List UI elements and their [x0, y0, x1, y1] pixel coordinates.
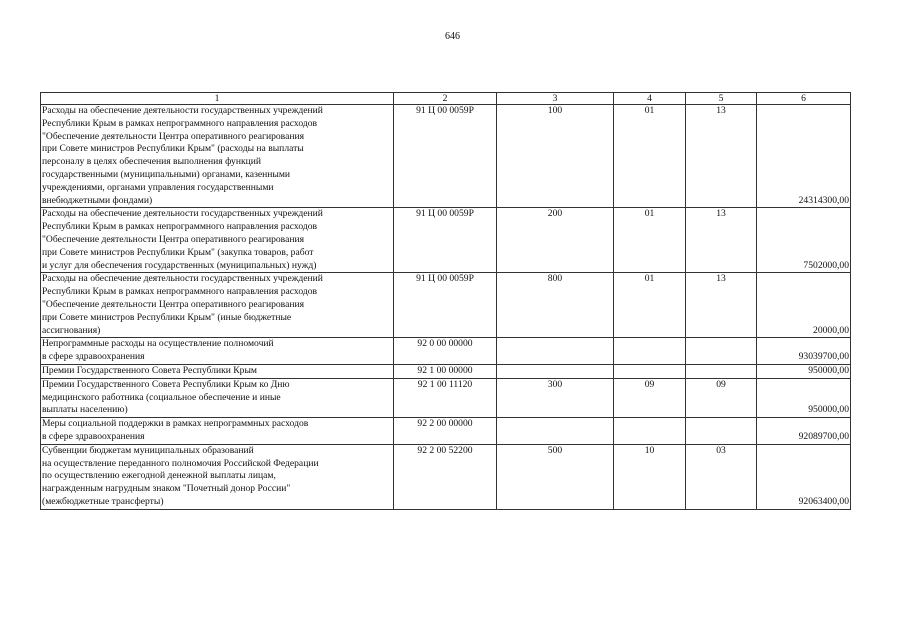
row-rz	[614, 418, 686, 445]
row-pr	[686, 418, 757, 445]
row-amount: 950000,00	[757, 364, 851, 378]
row-vr	[497, 364, 614, 378]
row-pr	[686, 338, 757, 365]
table-row	[41, 338, 851, 365]
row-rz: 01	[614, 105, 686, 208]
row-amount: 24314300,00	[757, 105, 851, 208]
row-vr	[497, 338, 614, 365]
table-row	[41, 378, 851, 417]
row-rz	[614, 338, 686, 365]
row-vr: 800	[497, 273, 614, 338]
budget-table	[40, 92, 851, 510]
header-cell: 1	[41, 93, 394, 105]
header-cell: 2	[394, 93, 497, 105]
table-row	[41, 418, 851, 445]
row-description: Расходы на обеспечение деятельности государственных учреждений Республики Крым в рамках непрограммного направления расходов "Обеспечение деятельности Центра оперативного реагирования при Совете министров Республики Крым" (закупка товаров, работ и услуг для обеспечения государственных (муниципальных) нужд)	[41, 208, 394, 273]
table-row	[41, 208, 851, 273]
header-cell: 4	[614, 93, 686, 105]
row-amount: 92089700,00	[757, 418, 851, 445]
row-code: 92 0 00 00000	[394, 338, 497, 365]
row-code: 91 Ц 00 0059Р	[394, 273, 497, 338]
page-number: 646	[445, 31, 460, 42]
header-cell: 6	[757, 93, 851, 105]
row-pr: 03	[686, 444, 757, 509]
row-description: Расходы на обеспечение деятельности государственных учреждений Республики Крым в рамках непрограммного направления расходов "Обеспечение деятельности Центра оперативного реагирования при Совете министров Республики Крым" (расходы на выплаты персоналу в целях обеспечения выполнения функций государственными (муниципальными) органами, казенными учреждениями, органами управления государственными внебюджетными фондами)	[41, 105, 394, 208]
row-amount: 92063400,00	[757, 444, 851, 509]
row-rz	[614, 364, 686, 378]
row-vr: 200	[497, 208, 614, 273]
row-description: Расходы на обеспечение деятельности государственных учреждений Республики Крым в рамках непрограммного направления расходов "Обеспечение деятельности Центра оперативного реагирования при Совете министров Республики Крым" (иные бюджетные ассигнования)	[41, 273, 394, 338]
row-amount: 93039700,00	[757, 338, 851, 365]
row-code: 92 1 00 11120	[394, 378, 497, 417]
row-description: Меры социальной поддержки в рамках непрограммных расходов в сфере здравоохранения	[41, 418, 394, 445]
header-cell: 3	[497, 93, 614, 105]
row-code: 91 Ц 00 0059Р	[394, 105, 497, 208]
row-code: 92 1 00 00000	[394, 364, 497, 378]
row-description: Премии Государственного Совета Республики Крым ко Дню медицинского работника (социальное обеспечение и иные выплаты населению)	[41, 378, 394, 417]
row-description: Премии Государственного Совета Республики Крым	[41, 364, 394, 378]
row-vr: 100	[497, 105, 614, 208]
row-pr: 09	[686, 378, 757, 417]
row-vr	[497, 418, 614, 445]
row-code: 92 2 00 00000	[394, 418, 497, 445]
row-rz: 01	[614, 208, 686, 273]
header-cell: 5	[686, 93, 757, 105]
row-rz: 01	[614, 273, 686, 338]
row-pr	[686, 364, 757, 378]
row-code: 92 2 00 52200	[394, 444, 497, 509]
row-vr: 500	[497, 444, 614, 509]
row-amount: 7502000,00	[757, 208, 851, 273]
row-rz: 09	[614, 378, 686, 417]
row-amount: 20000,00	[757, 273, 851, 338]
table-row	[41, 444, 851, 509]
row-amount: 950000,00	[757, 378, 851, 417]
row-code: 91 Ц 00 0059Р	[394, 208, 497, 273]
table-row	[41, 105, 851, 208]
table-header-row	[41, 93, 851, 105]
row-description: Субвенции бюджетам муниципальных образований на осуществление переданного полномочия Российской Федерации по осуществлению ежегодной денежной выплаты лицам, награжденным нагрудным знаком "Почетный донор России" (межбюджетные трансферты)	[41, 444, 394, 509]
row-pr: 13	[686, 105, 757, 208]
table-row	[41, 364, 851, 378]
row-pr: 13	[686, 273, 757, 338]
row-description: Непрограммные расходы на осуществление полномочий в сфере здравоохранения	[41, 338, 394, 365]
table-row	[41, 273, 851, 338]
row-vr: 300	[497, 378, 614, 417]
row-rz: 10	[614, 444, 686, 509]
row-pr: 13	[686, 208, 757, 273]
